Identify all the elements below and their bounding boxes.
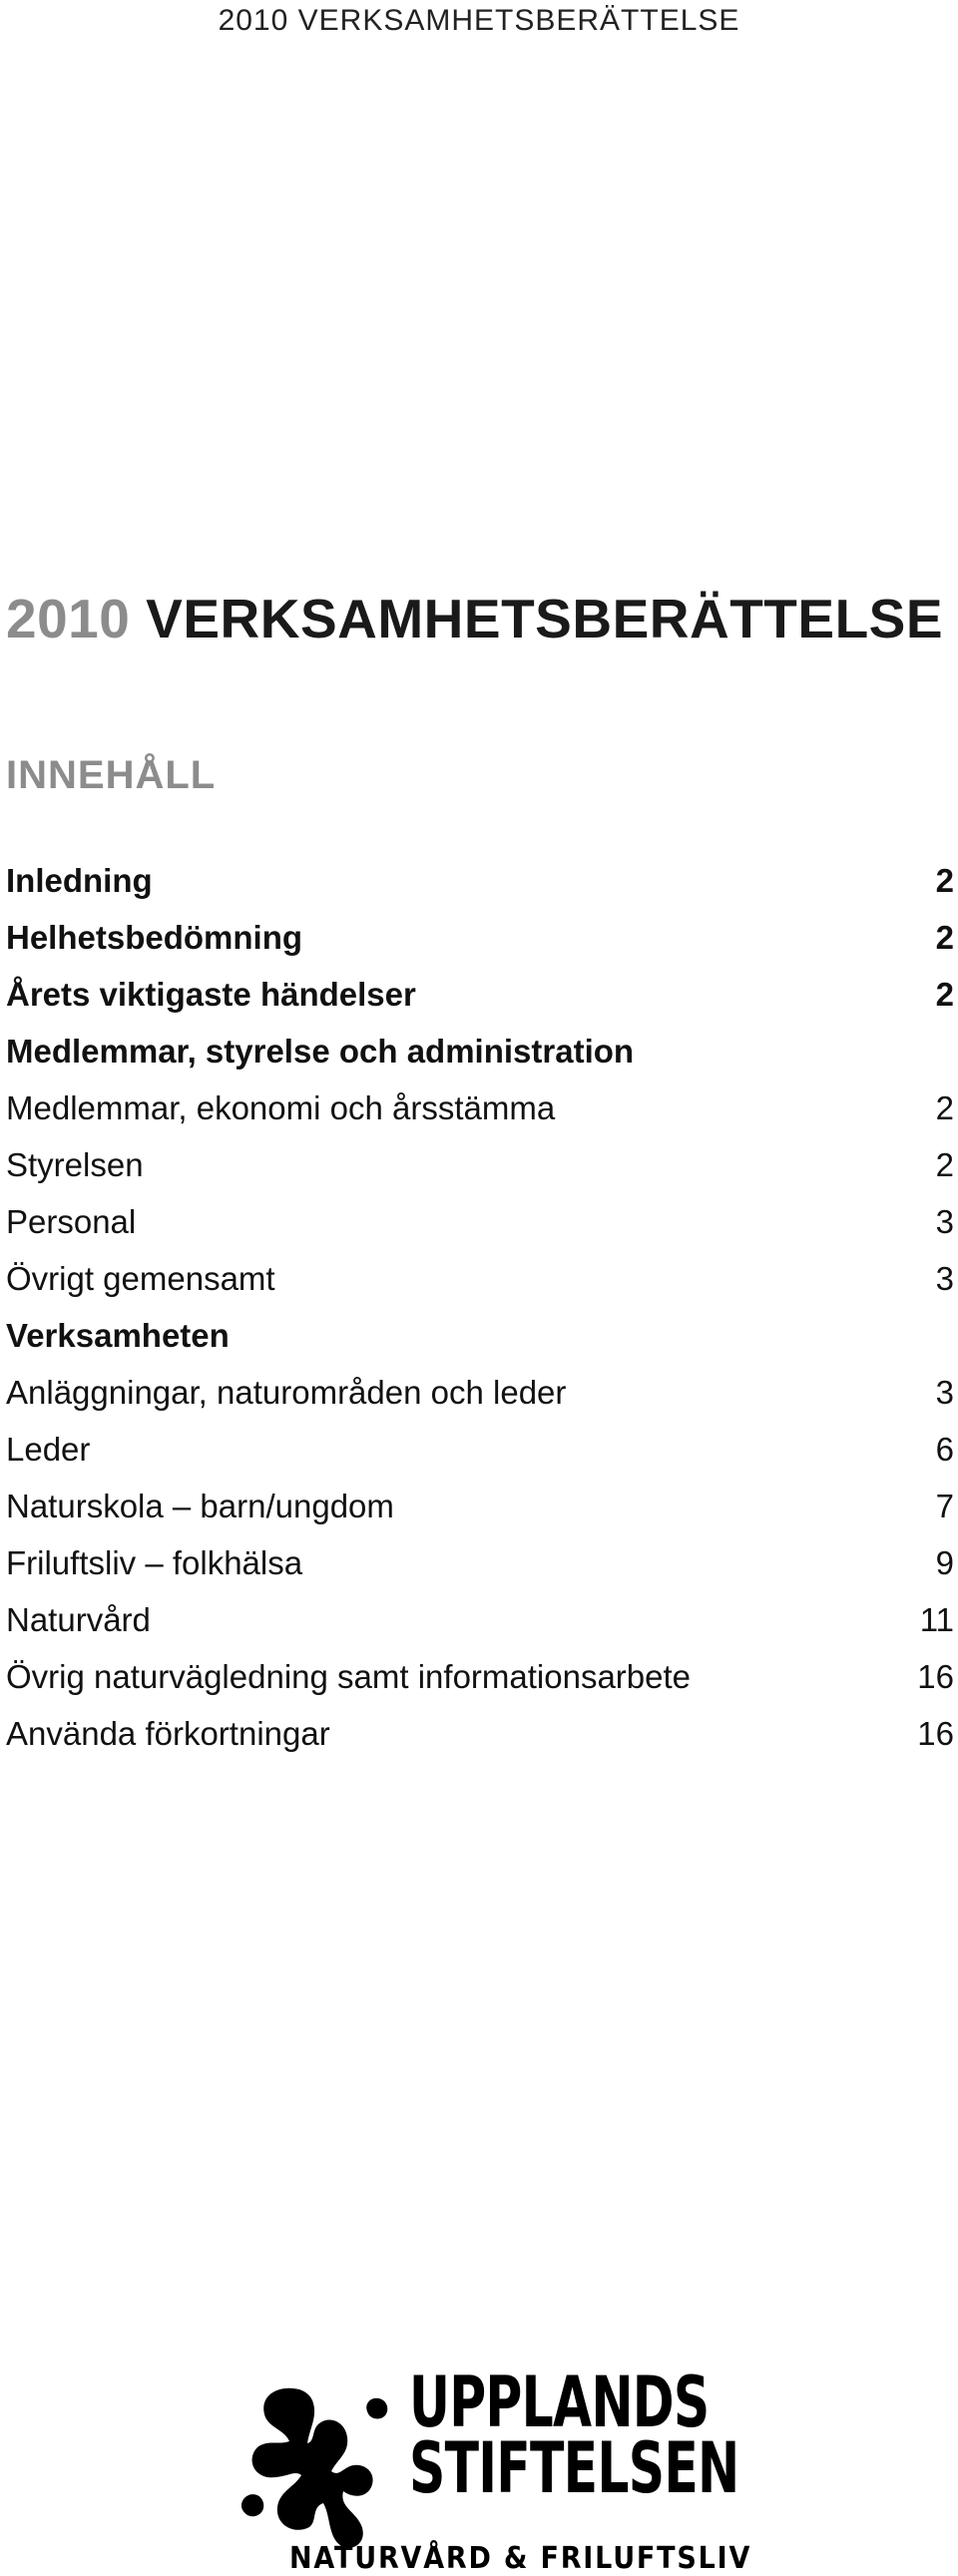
toc-entry-page: 6 [935, 1431, 954, 1468]
toc-entry-page: 3 [935, 1203, 954, 1240]
toc-entry-label: Verksamheten [6, 1317, 230, 1354]
toc-entry [6, 966, 954, 1023]
logo-name-line2: STIFTELSEN [409, 2427, 739, 2509]
toc-entry [6, 1478, 954, 1534]
toc-entry-label: Använda förkortningar [6, 1715, 330, 1752]
running-header: 2010 VERKSAMHETSBERÄTTELSE [218, 4, 740, 37]
title-text: VERKSAMHETSBERÄTTELSE [146, 588, 944, 649]
table-of-contents [6, 852, 954, 1762]
toc-entry-label: Personal [6, 1203, 137, 1240]
toc-entry-page: 9 [935, 1544, 954, 1581]
toc-entry-label: Friluftsliv – folkhälsa [6, 1544, 303, 1581]
toc-entry [6, 1648, 954, 1705]
toc-entry [6, 1079, 954, 1136]
title-year: 2010 [6, 588, 131, 649]
toc-entry-page: 2 [935, 862, 954, 899]
toc-entry [6, 1705, 954, 1762]
upplandsstiftelsen-logo [240, 2361, 752, 2576]
toc-entry-label: Övrigt gemensamt [6, 1260, 275, 1297]
toc-entry-label: Övrig naturvägledning samt informationsarbete [6, 1658, 692, 1695]
toc-entry-page: 11 [919, 1601, 954, 1638]
toc-entry-page: 2 [935, 919, 954, 956]
toc-entry [6, 1534, 954, 1591]
toc-entry-label: Medlemmar, ekonomi och årsstämma [6, 1089, 556, 1126]
toc-entry-label: Naturvård [6, 1601, 151, 1638]
toc-entry [6, 1250, 954, 1307]
toc-entry-label: Medlemmar, styrelse och administration [6, 1033, 635, 1070]
contents-heading: INNEHÅLL [6, 753, 217, 797]
toc-entry [6, 1193, 954, 1250]
toc-entry-label: Leder [6, 1431, 91, 1468]
logo-name [409, 2361, 739, 2509]
toc-entry-page: 3 [935, 1374, 954, 1411]
toc-entry-page: 16 [917, 1715, 954, 1752]
toc-entry-label: Styrelsen [6, 1146, 144, 1183]
toc-entry-page: 2 [935, 1146, 954, 1183]
toc-entry-page: 3 [935, 1260, 954, 1297]
toc-entry-page: 2 [935, 976, 954, 1013]
toc-entry [6, 852, 954, 909]
toc-entry [6, 1591, 954, 1648]
toc-entry-label: Årets viktigaste händelser [6, 976, 416, 1013]
upplandsstiftelsen-logo-mark-icon [240, 2379, 399, 2554]
toc-entry-label: Inledning [6, 862, 153, 899]
toc-entry-page: 16 [917, 1658, 954, 1695]
toc-entry-page: 7 [935, 1488, 954, 1524]
toc-entry [6, 909, 954, 966]
toc-entry-label: Helhetsbedömning [6, 919, 303, 956]
toc-entry [6, 1023, 954, 1079]
toc-entry-label: Naturskola – barn/ungdom [6, 1488, 394, 1524]
toc-entry [6, 1307, 954, 1364]
logo-tagline: NATURVÅRD & FRILUFTSLIV [289, 2541, 752, 2576]
page-title [6, 587, 943, 650]
logo-name-line1: UPPLANDS [409, 2361, 710, 2443]
toc-entry-label: Anläggningar, naturområden och leder [6, 1374, 567, 1411]
toc-entry [6, 1421, 954, 1478]
toc-entry-page: 2 [935, 1089, 954, 1126]
toc-entry [6, 1364, 954, 1421]
toc-entry [6, 1136, 954, 1193]
